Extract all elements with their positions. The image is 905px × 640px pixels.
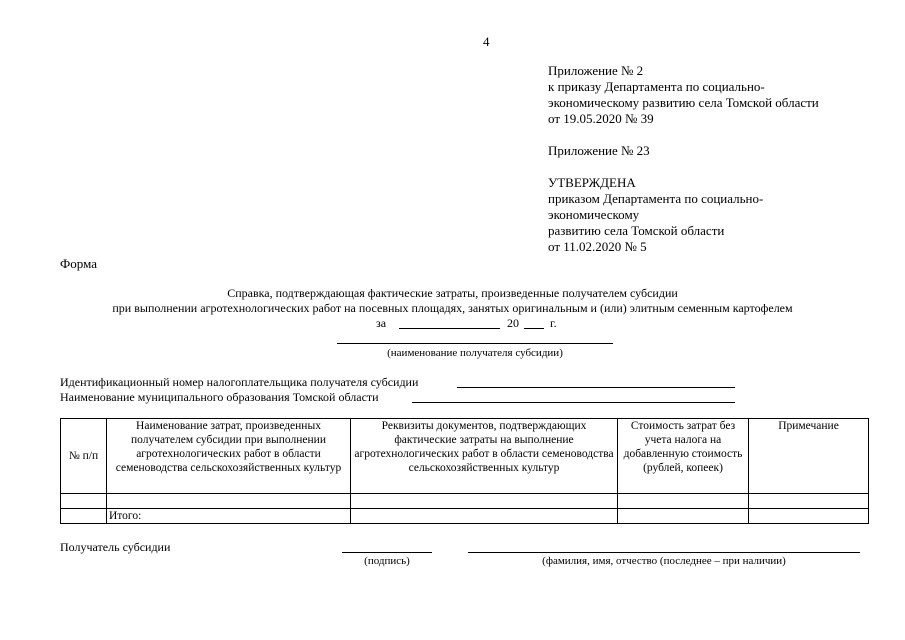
- signature-label: Получатель субсидии: [60, 540, 171, 554]
- approved-line-3: экономическому: [548, 207, 640, 222]
- recipient-name-blank[interactable]: [337, 343, 613, 344]
- municipality-label: Наименование муниципального образования Томской области: [60, 390, 379, 404]
- title-year-suffix: г.: [550, 316, 557, 330]
- inn-label: Идентификационный номер налогоплательщика получателя субсидии: [60, 375, 419, 389]
- appendix-department-line: экономическому развитию села Томской области: [548, 95, 819, 110]
- col-header-expense-name: Наименование затрат, произведенных получателем субсидии при выполнении агротехнологических работ в области семеноводства сельскохозяйственных культур: [107, 419, 351, 494]
- appendix-number: Приложение № 2: [548, 63, 644, 78]
- approved-heading: УТВЕРЖДЕНА: [548, 175, 636, 190]
- approved-line-4: развитию села Томской области: [548, 223, 725, 238]
- signature-caption: (подпись): [364, 555, 410, 567]
- appendix-order-line: к приказу Департамента по социально-: [548, 79, 765, 94]
- total-row: [61, 509, 869, 524]
- table-cell[interactable]: [618, 509, 749, 524]
- title-za: за: [376, 316, 387, 330]
- table-cell[interactable]: [61, 494, 107, 509]
- col-header-note: Примечание: [749, 419, 869, 494]
- total-label: Итого:: [107, 509, 351, 524]
- inn-blank[interactable]: [457, 387, 735, 388]
- year-blank[interactable]: [524, 328, 544, 329]
- signature-blank[interactable]: [342, 552, 432, 553]
- approved-date: от 11.02.2020 № 5: [548, 239, 647, 254]
- recipient-caption: (наименование получателя субсидии): [387, 347, 563, 359]
- col-header-number: № п/п: [61, 419, 107, 494]
- title-year-prefix: 20: [507, 316, 519, 330]
- table-cell[interactable]: [351, 509, 618, 524]
- full-name-blank[interactable]: [468, 552, 860, 553]
- period-blank[interactable]: [399, 328, 500, 329]
- col-header-cost: Стоимость затрат без учета налога на добавленную стоимость (рублей, копеек): [618, 419, 749, 494]
- title-line-1: Справка, подтверждающая фактические затраты, произведенные получателем субсидии: [227, 286, 678, 300]
- page-number: 4: [483, 34, 490, 49]
- approved-line-2: приказом Департамента по социально-: [548, 191, 764, 206]
- appendix-date: от 19.05.2020 № 39: [548, 111, 654, 126]
- table-cell[interactable]: [61, 509, 107, 524]
- table-row: [61, 494, 869, 509]
- table-cell[interactable]: [351, 494, 618, 509]
- expense-table: [60, 418, 869, 524]
- title-line-2: при выполнении агротехнологических работ на посевных площадях, занятых оригинальным и (или) элитным семенным картофелем: [112, 301, 793, 315]
- col-header-documents: Реквизиты документов, подтверждающих фактические затраты на выполнение агротехнологических работ в области семеноводства сельскохозяйственных культур: [351, 419, 618, 494]
- appendix-23: Приложение № 23: [548, 143, 650, 158]
- table-cell[interactable]: [107, 494, 351, 509]
- form-label: Форма: [60, 256, 97, 271]
- table-cell[interactable]: [618, 494, 749, 509]
- full-name-caption: (фамилия, имя, отчество (последнее – при наличии): [542, 555, 786, 567]
- table-cell[interactable]: [749, 509, 869, 524]
- municipality-blank[interactable]: [412, 402, 735, 403]
- table-cell[interactable]: [749, 494, 869, 509]
